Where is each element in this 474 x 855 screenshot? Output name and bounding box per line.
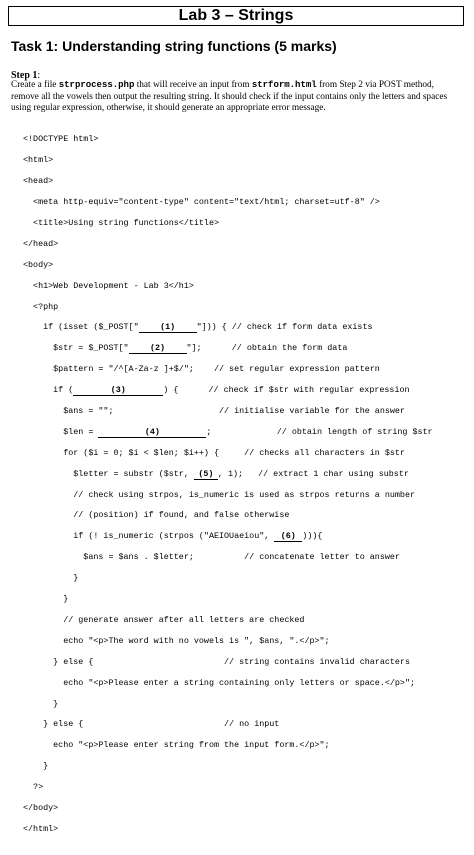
code-line: <meta http-equiv="content-type" content="text/html; charset=utf-8" />	[23, 197, 380, 208]
step-desc-part-3: from Step 2 via POST method, remove all the vowels then output the resulting string. It should check if the input contains only the letters and spaces using regular expression, otherwise, it should generate an appropriate error message.	[11, 80, 448, 113]
code-line: $ans = $ans . $letter; // concatenate letter to answer	[23, 552, 400, 563]
blank-3: (3)	[73, 386, 163, 396]
blank-4: (4)	[98, 428, 206, 438]
code-segment: if (! is_numeric (strpos ("AEIOUaeiou",	[23, 531, 275, 542]
code-segment: ; // obtain length of string $str	[206, 426, 433, 437]
code-line: // generate answer after all letters are checked	[23, 614, 305, 625]
code-block	[23, 124, 469, 855]
code-segment: , 1); // extract 1 char using substr	[217, 468, 409, 479]
code-line: </body>	[23, 802, 59, 813]
code-line	[23, 343, 469, 353]
code-line: $ans = ""; // initialise variable for the answer	[23, 406, 405, 417]
code-segment: "])) { // check if form data exists	[196, 322, 373, 333]
code-line	[23, 531, 469, 541]
code-line: // check using strpos, is_numeric is used as strpos returns a number	[23, 489, 416, 500]
code-line: ?>	[23, 782, 44, 793]
filename-strprocess: strprocess.php	[58, 80, 135, 90]
step-label-colon: :	[37, 70, 41, 81]
step-desc-part-1: Create a file	[11, 80, 59, 90]
code-line: <h1>Web Development - Lab 3</h1>	[23, 280, 194, 291]
blank-6: (6)	[274, 532, 302, 542]
blank-5: (5)	[194, 470, 218, 480]
code-line: // (position) if found, and false otherwise	[23, 510, 290, 521]
code-line: } else { // string contains invalid characters	[23, 656, 410, 667]
code-line	[23, 469, 469, 479]
code-line	[23, 385, 469, 395]
code-segment: "]; // obtain the form data	[186, 343, 348, 354]
code-segment: if (	[23, 385, 74, 396]
code-line: }	[23, 698, 59, 709]
code-line: echo "<p>Please enter a string containing only letters or space.</p>";	[23, 677, 416, 688]
step-description	[11, 80, 463, 115]
code-line: </head>	[23, 238, 59, 249]
page-title: Lab 3 – Strings	[8, 6, 464, 26]
code-line: } else { // no input	[23, 719, 280, 730]
code-segment: $letter = substr ($str,	[23, 468, 194, 479]
blank-2: (2)	[129, 344, 187, 354]
code-line: echo "<p>The word with no vowels is ", $ans, ".</p>";	[23, 635, 330, 646]
code-line: <?php	[23, 301, 59, 312]
code-line: $pattern = "/^[A-Za-z ]+$/"; // set regular expression pattern	[23, 364, 380, 375]
code-line: }	[23, 573, 79, 584]
code-line	[23, 427, 469, 437]
code-line	[23, 322, 469, 332]
code-line: for ($i = 0; $i < $len; $i++) { // checks all characters in $str	[23, 447, 405, 458]
task-heading: Task 1: Understanding string functions (5 marks)	[11, 38, 337, 54]
code-segment: ))){	[302, 531, 323, 542]
code-line: </html>	[23, 823, 59, 834]
code-line: <head>	[23, 176, 54, 187]
filename-strform: strform.html	[251, 80, 317, 90]
code-segment: ) { // check if $str with regular expression	[163, 385, 410, 396]
code-line: echo "<p>Please enter string from the input form.</p>";	[23, 740, 330, 751]
code-line: <!DOCTYPE html>	[23, 134, 99, 145]
code-segment: $str = $_POST["	[23, 343, 129, 354]
step-label-text: Step 1	[11, 70, 38, 81]
code-segment: if (isset ($_POST["	[23, 322, 139, 333]
code-line: }	[23, 761, 49, 772]
code-line: }	[23, 594, 69, 605]
blank-1: (1)	[139, 323, 197, 333]
code-line: <title>Using string functions</title>	[23, 218, 220, 229]
step-desc-part-2: that will receive an input from	[134, 80, 252, 90]
code-segment: $len =	[23, 426, 99, 437]
code-line: <body>	[23, 259, 54, 270]
code-line: <html>	[23, 155, 54, 166]
